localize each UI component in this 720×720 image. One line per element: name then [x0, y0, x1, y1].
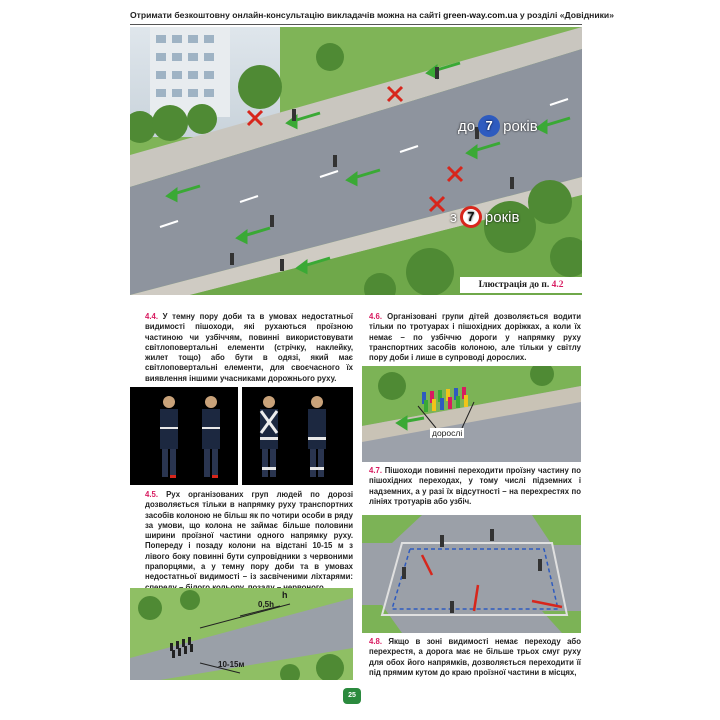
caption-ref: 4.2 [551, 280, 564, 290]
illustration-caption [460, 277, 582, 293]
age-badge-from-7: 7 [460, 206, 482, 228]
age-label-from-7 [450, 206, 519, 228]
age-label-after: років [503, 117, 538, 135]
paragraph-4-7 [369, 466, 581, 507]
header-site-link[interactable]: green-way.com.ua [443, 10, 518, 20]
age-label-before-2: з [450, 208, 457, 226]
paragraph-number-2: 4.5. [145, 490, 159, 499]
header-text-end: у розділі «Довідники» [517, 10, 614, 20]
paragraph-4-8 [369, 637, 581, 678]
intersection-drawing [362, 515, 581, 633]
paragraph-text-3: Організовані групи дітей дозволяється водити тільки по тротуарах і пішохідних доріжках, а коли їх немає – по узбіччю дороги у напрямку руху транспортних засобів колоною, але тільки у світлу пору доби і лише в супроводі дорослих. [369, 312, 581, 363]
paragraph-number-5: 4.8. [369, 637, 383, 646]
paragraph-number-3: 4.6. [369, 312, 383, 321]
road-scene-drawing [130, 27, 582, 295]
paragraph-text: У темну пору доби та в умовах недостатньої видимості пішоходи, які рухаються проїзною частиною чи узбіччям, повинні використовувати світлоповертальні елементи (стрічку, наклейку, жилет тощо) або бути в одязі, який має світлоповертальні елементи, для своєчасного їх виявлення іншими учасниками дорожнього руху. [145, 312, 353, 383]
caption-prefix: Ілюстрація до п. [478, 280, 552, 290]
paragraph-4-6 [369, 312, 581, 363]
header-text: Отримати безкоштовну онлайн-консультацію викладачів можна на сайті [130, 10, 444, 20]
age-label-before: до [458, 117, 476, 135]
distance-h-label: h [282, 590, 288, 600]
children-column-drawing [362, 366, 581, 462]
paragraph-text-2: Рух організованих груп людей по дорозі дозволяється тільки в напрямку руху транспортних засобів колоною не більш як по чотири особи в ряду за умови, що колона не займає більше половини ширини проїзної частини одного напрямку руху. Попереду і позаду колони на відстані 10-15 м з лівого боку повинні бути супровідники з червоними прапорцями, а у темну пору доби та в умовах недостатньої видимості – із засвіченими ліхтарями: [145, 490, 353, 582]
reflective-figures [130, 387, 353, 485]
page-header [130, 10, 614, 20]
paragraph-number: 4.4. [145, 312, 159, 321]
children-column-illustration [362, 366, 581, 462]
paragraph-number-4: 4.7. [369, 466, 383, 475]
header-divider [130, 24, 582, 25]
intersection-crossing-illustration [362, 515, 581, 633]
paragraph-4-5 [145, 490, 353, 593]
page-number: 25 [343, 688, 361, 704]
age-badge-under-7: 7 [478, 115, 500, 137]
paragraph-text-5: Якщо в зоні видимості немає переходу або перехрестя, а дорога має не більше трьох смуг руху для обох його напрямків, дозволяється переходити її під прямим кутом до краю проїзної частини в місцях, [369, 637, 581, 677]
paragraph-4-4 [145, 312, 353, 384]
distance-half-label: 0,5h [258, 600, 275, 609]
adults-label: дорослі [432, 428, 463, 438]
distance-range-label: 10-15м [218, 660, 245, 669]
age-label-under-7 [458, 115, 538, 137]
paragraph-text-4: Пішоходи повинні переходити проїзну частину по пішохідних переходах, у тому числі підземних і надземних, а у разі їх відсутності – на перехрестях по лініях тротуарів або узбіч. [369, 466, 581, 506]
column-distance-diagram [130, 588, 353, 680]
age-label-after-2: років [484, 208, 520, 226]
reflective-clothing-photo [130, 387, 353, 485]
illustration-road-scene [130, 27, 582, 295]
